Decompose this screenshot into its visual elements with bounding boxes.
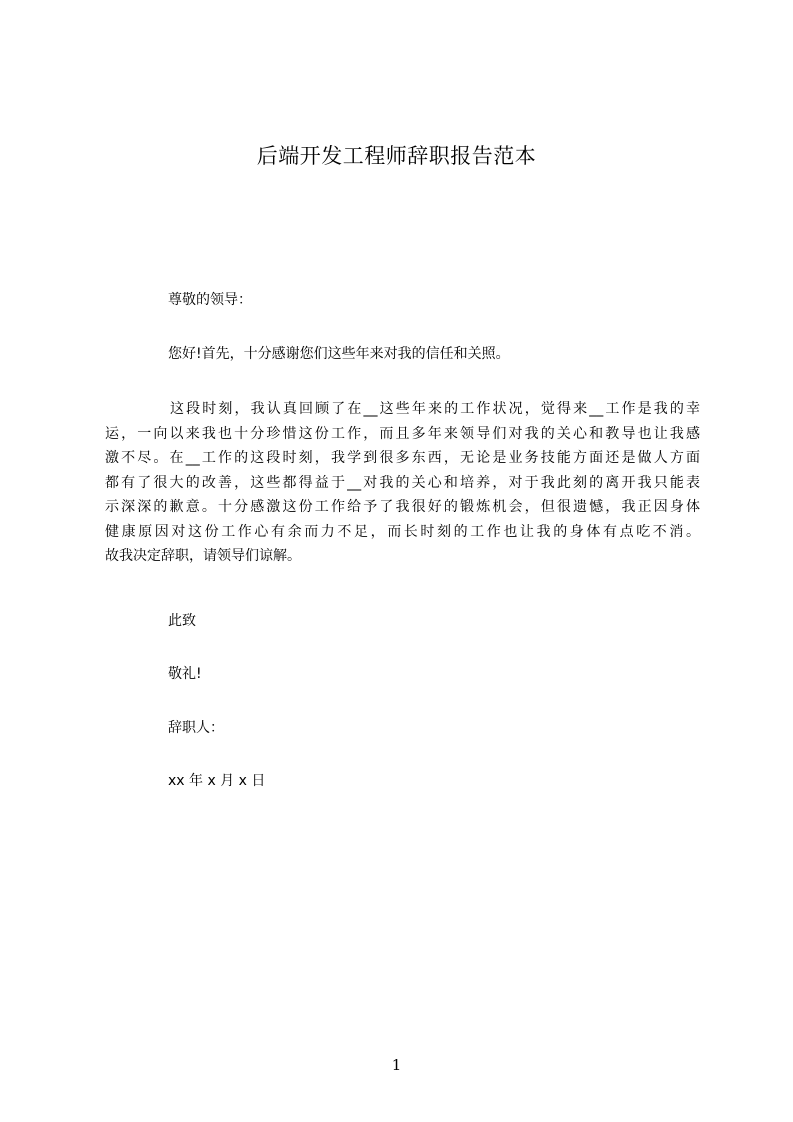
body-line: 激不尽。在__工作的这段时刻，我学到很多东西，无论是业务技能方面还是做人方面 bbox=[105, 450, 700, 466]
greeting-paragraph: 您好!首先，十分感谢您们这些年来对我的信任和关照。 bbox=[168, 346, 510, 362]
closing-salute: 敬礼! bbox=[168, 666, 202, 682]
body-line: 这段时刻，我认真回顾了在__这些年来的工作状况，觉得来__工作是我的幸 bbox=[170, 401, 700, 417]
document-title: 后端开发工程师辞职报告范本 bbox=[256, 144, 537, 168]
body-line: 健康原因对这份工作心有余而力不足，而长时刻的工作也让我的身体有点吃不消。 bbox=[105, 523, 700, 540]
body-paragraph bbox=[105, 397, 700, 569]
salutation: 尊敬的领导： bbox=[168, 292, 252, 308]
signature-date: xx 年 x 月 x 日 bbox=[168, 773, 266, 789]
body-line: 运，一向以来我也十分珍惜这份工作，而且多年来领导们对我的关心和教导也让我感 bbox=[105, 425, 700, 442]
body-line: 都有了很大的改善，这些都得益于__对我的关心和培养，对于我此刻的离开我只能表 bbox=[105, 474, 700, 491]
signer-label: 辞职人： bbox=[168, 720, 224, 736]
page-number: 1 bbox=[391, 1056, 402, 1074]
body-line: 故我决定辞职，请领导们谅解。 bbox=[105, 548, 301, 564]
body-line: 示深深的歉意。十分感激这份工作给予了我很好的锻炼机会，但很遗憾，我正因身体 bbox=[105, 499, 700, 515]
closing-regards: 此致 bbox=[168, 613, 196, 629]
